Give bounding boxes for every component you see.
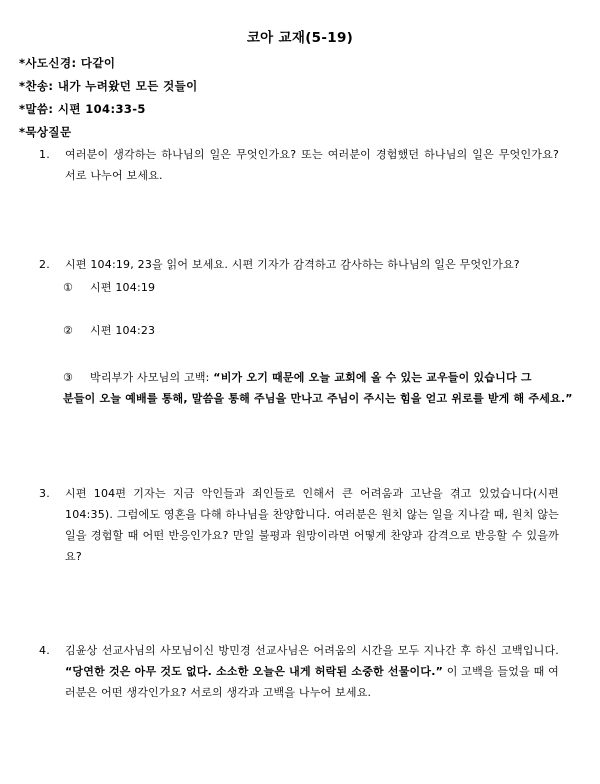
circled-number: ② — [63, 324, 74, 337]
circled-number: ① — [63, 281, 74, 294]
question-3 — [39, 483, 559, 567]
question-number: 4. — [39, 644, 50, 657]
question-text: 여러분이 생각하는 하나님의 일은 무엇인가요? 또는 여러분이 경험했던 하나님의 일은 무엇인가요? 서로 나누어 보세요. — [65, 148, 559, 182]
subitem-lead-text: 박리부가 사모님의 고백: — [90, 371, 214, 384]
question-text-before: 김윤상 선교사님의 사모님이신 방민경 선교사님은 어려움의 시간을 모두 지나간 후 하신 고백입니다. — [65, 644, 559, 657]
questions-label: *묵상질문 — [19, 125, 72, 139]
question-number: 2. — [39, 258, 50, 271]
circled-number: ③ — [63, 371, 74, 384]
creed-heading: *사도신경: 다같이 — [19, 56, 116, 70]
question-2 — [39, 254, 559, 275]
subitem-text: 시편 104:19 — [90, 281, 156, 294]
page-title: 코아 교재(5-19) — [246, 30, 354, 46]
question-number: 1. — [39, 148, 50, 161]
question-4 — [39, 640, 559, 703]
subitem-3 — [63, 367, 573, 409]
subitem-1 — [63, 277, 155, 298]
question-text — [65, 640, 559, 703]
testimony-quote-line-1: “비가 오기 때문에 오늘 교회에 올 수 있는 교우들이 있습니다 그 — [213, 371, 532, 384]
testimony-quote: “당연한 것은 아무 것도 없다. 소소한 오늘은 내게 허락된 소중한 선물이다.” — [65, 665, 443, 678]
question-number: 3. — [39, 487, 50, 500]
question-1 — [39, 144, 559, 186]
testimony-quote-continued: 분들이 오늘 예배를 통해, 말씀을 통해 주님을 만나고 주님이 주시는 힘을 얻고 위로를 받게 해 주세요.” — [63, 392, 573, 405]
question-text: 시편 104편 기자는 지금 악인들과 죄인들로 인해서 큰 어려움과 고난을 겪고 있었습니다(시편 104:35). 그럼에도 영혼을 다해 하나님을 찬양합니다. 여러분은 원치 않는 일을 지나갈 때, 원치 않는 일을 경험할 때 어떤 반응인가요? 만일 불평과 원망이라면 어떻게 찬양과 감격으로 반응할 수 있을까요? — [65, 487, 559, 563]
question-text-after: 이 고백을 들었을 때 여러분은 어떤 생각인가요? 서로의 생각과 고백을 나누어 보세요. — [65, 665, 559, 699]
subitem-2 — [63, 320, 155, 341]
question-text: 시편 104:19, 23을 읽어 보세요. 시편 기자가 감격하고 감사하는 하나님의 일은 무엇인가요? — [65, 258, 520, 271]
hymn-heading: *찬송: 내가 누려왔던 모든 것들이 — [19, 79, 198, 93]
scripture-heading: *말씀: 시편 104:33-5 — [19, 102, 146, 116]
subitem-text: 시편 104:23 — [90, 324, 156, 337]
